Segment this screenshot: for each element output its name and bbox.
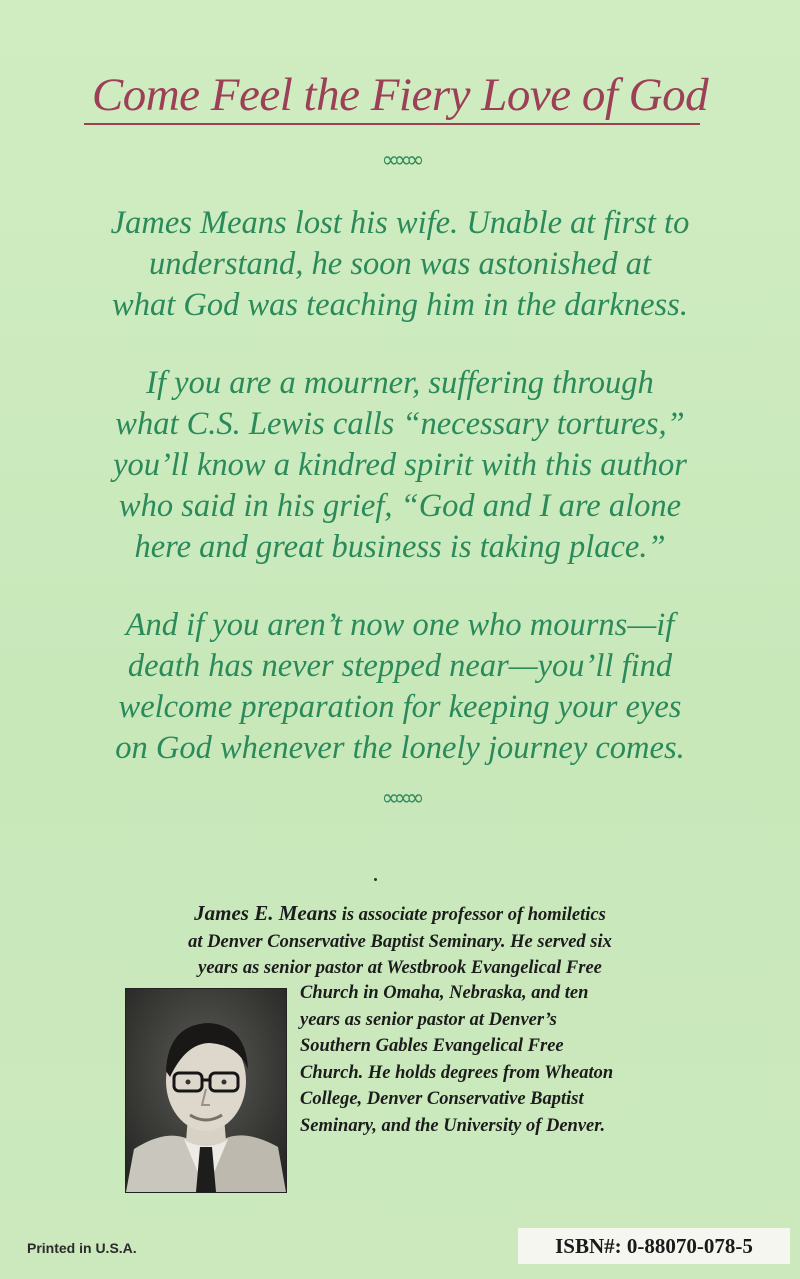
bio-line: Seminary, and the University of Denver. xyxy=(300,1115,606,1136)
bio-line-text: is associate professor of homiletics xyxy=(337,905,606,925)
paragraph-line: what God was teaching him in the darkness. xyxy=(112,287,688,323)
bio-line: Church. He holds degrees from Wheaton xyxy=(300,1062,614,1083)
author-name: James E. Means xyxy=(194,901,338,925)
bio-line: College, Denver Conservative Baptist xyxy=(300,1089,584,1109)
paragraph-2 xyxy=(40,363,760,568)
bio-line: Southern Gables Evangelical Free xyxy=(300,1036,564,1056)
author-photo xyxy=(125,988,287,1193)
ornament-divider-top: ∞∞∞ xyxy=(381,148,419,173)
bio-line: Church in Omaha, Nebraska, and ten xyxy=(300,983,589,1003)
bio-line xyxy=(60,900,740,929)
author-bio-top xyxy=(60,900,740,982)
speck xyxy=(374,878,377,881)
bio-line: years as senior pastor at Westbrook Evangelical Free xyxy=(198,958,602,978)
isbn-label: ISBN#: 0-88070-078-5 xyxy=(518,1228,790,1264)
paragraph-line: understand, he soon was astonished at xyxy=(149,246,651,282)
paragraph-line: what C.S. Lewis calls “necessary tortures,” xyxy=(115,406,685,442)
headline: Come Feel the Fiery Love of God xyxy=(91,69,709,121)
paragraph-3 xyxy=(40,605,760,769)
bio-line: at Denver Conservative Baptist Seminary. He served six xyxy=(188,931,612,952)
paragraph-line: And if you aren’t now one who mourns—if xyxy=(125,607,675,643)
author-portrait-image xyxy=(126,989,286,1192)
paragraph-line: who said in his grief, “God and I are alone xyxy=(118,488,682,524)
paragraph-line: death has never stepped near—you’ll find xyxy=(127,648,673,684)
paragraph-line: welcome preparation for keeping your eyes xyxy=(118,689,682,725)
paragraph-line: on God whenever the lonely journey comes. xyxy=(115,730,685,766)
paragraph-line: James Means lost his wife. Unable at first to xyxy=(110,205,690,241)
printed-in-label: Printed in U.S.A. xyxy=(27,1240,137,1256)
paragraph-line: here and great business is taking place.” xyxy=(134,529,666,565)
bio-line: years as senior pastor at Denver’s xyxy=(300,1009,557,1030)
ornament-divider-bottom: ∞∞∞ xyxy=(381,786,419,811)
author-bio-side xyxy=(300,980,613,1139)
paragraph-1 xyxy=(40,203,760,326)
paragraph-line: If you are a mourner, suffering through xyxy=(146,365,654,401)
paragraph-line: you’ll know a kindred spirit with this author xyxy=(113,447,687,483)
headline-underline xyxy=(84,123,700,125)
